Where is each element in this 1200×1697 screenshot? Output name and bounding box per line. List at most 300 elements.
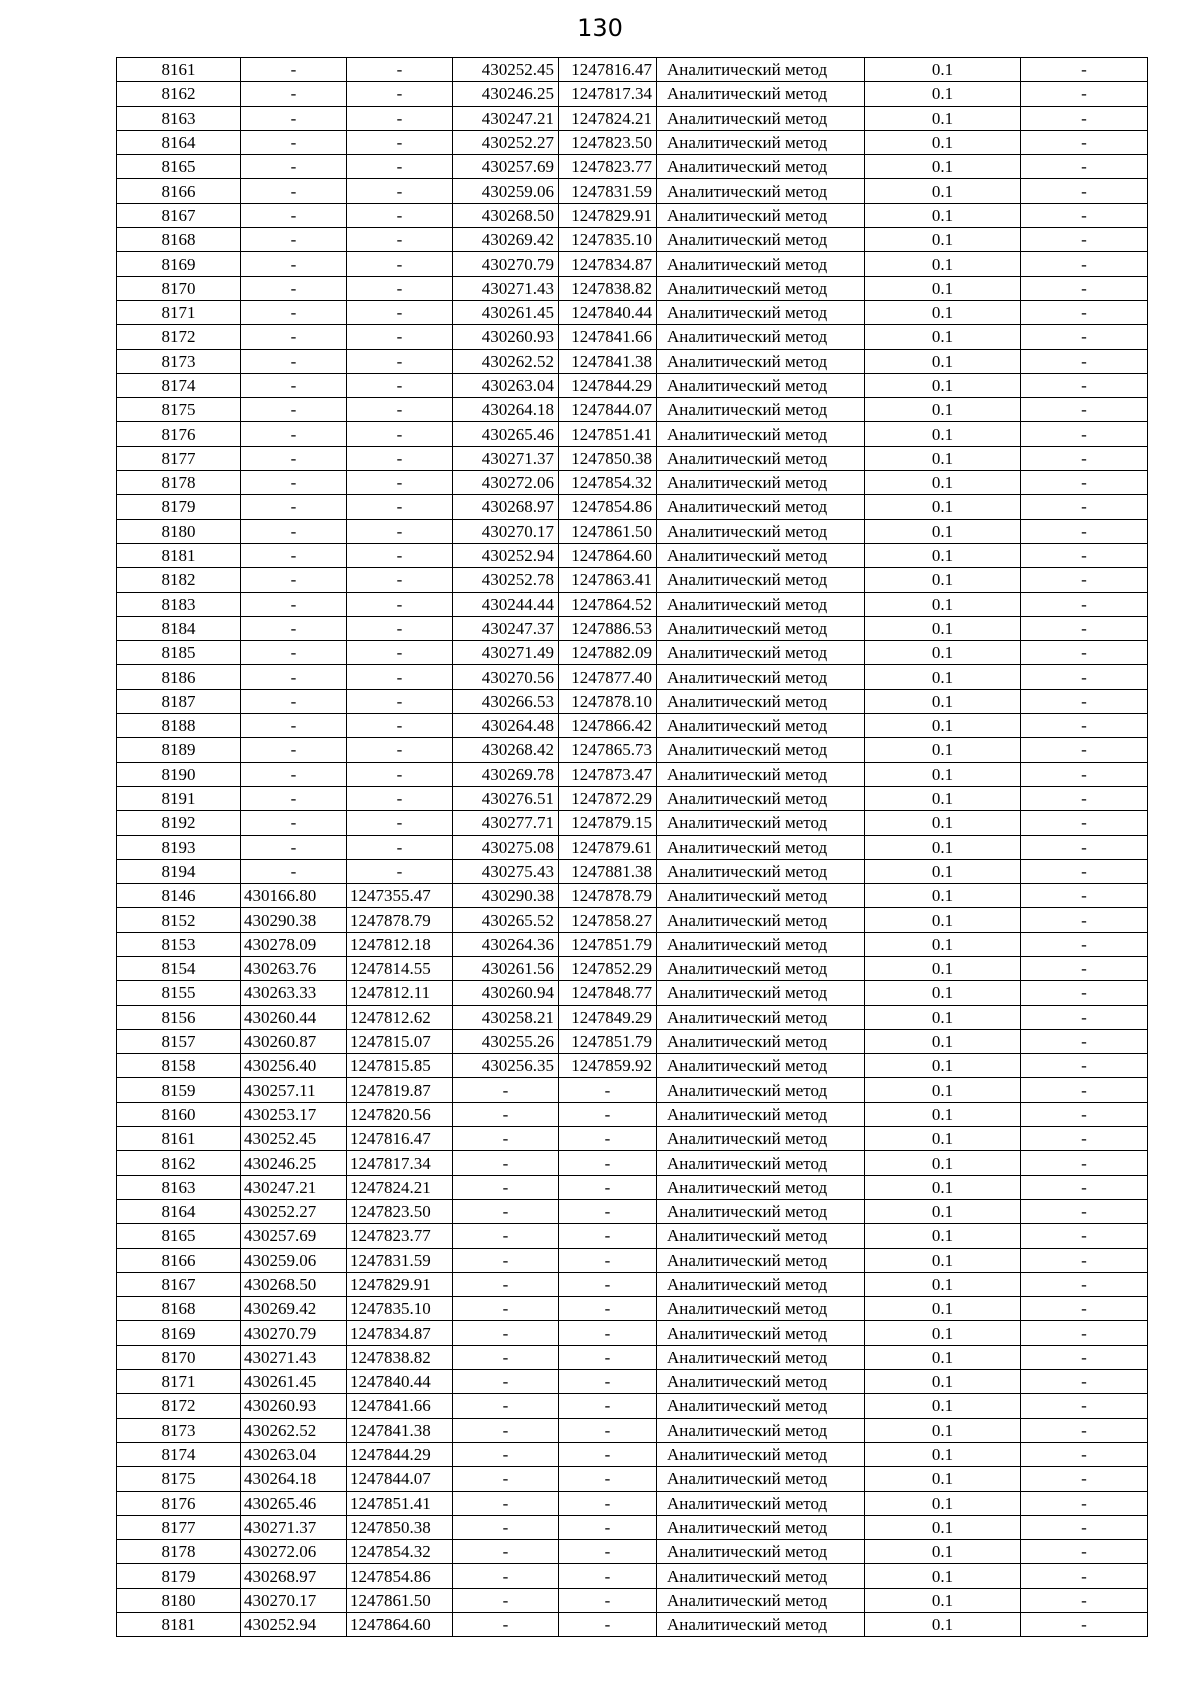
cell-x-start: 430253.17 xyxy=(241,1102,347,1126)
cell-method: Аналитический метод xyxy=(657,471,865,495)
cell-y-end: 1247854.86 xyxy=(559,495,657,519)
cell-y-end: 1247866.42 xyxy=(559,714,657,738)
cell-y-start: 1247816.47 xyxy=(347,1127,453,1151)
cell-note: - xyxy=(1021,1078,1148,1102)
cell-point-id: 8171 xyxy=(117,1370,241,1394)
cell-accuracy: 0.1 xyxy=(865,228,1021,252)
cell-point-id: 8183 xyxy=(117,592,241,616)
cell-point-id: 8157 xyxy=(117,1029,241,1053)
cell-point-id: 8181 xyxy=(117,543,241,567)
table-row xyxy=(117,1078,1148,1102)
cell-accuracy: 0.1 xyxy=(865,1151,1021,1175)
cell-y-end: - xyxy=(559,1515,657,1539)
cell-x-end: - xyxy=(453,1491,559,1515)
cell-method: Аналитический метод xyxy=(657,932,865,956)
cell-note: - xyxy=(1021,1297,1148,1321)
cell-accuracy: 0.1 xyxy=(865,1394,1021,1418)
cell-y-end: 1247841.38 xyxy=(559,349,657,373)
cell-x-end: - xyxy=(453,1467,559,1491)
cell-accuracy: 0.1 xyxy=(865,859,1021,883)
cell-x-start: 430256.40 xyxy=(241,1054,347,1078)
cell-accuracy: 0.1 xyxy=(865,422,1021,446)
cell-x-end: 430268.42 xyxy=(453,738,559,762)
cell-x-start: - xyxy=(241,349,347,373)
table-row xyxy=(117,616,1148,640)
cell-note: - xyxy=(1021,398,1148,422)
cell-point-id: 8187 xyxy=(117,689,241,713)
cell-method: Аналитический метод xyxy=(657,203,865,227)
cell-y-start: - xyxy=(347,373,453,397)
cell-accuracy: 0.1 xyxy=(865,738,1021,762)
cell-note: - xyxy=(1021,1248,1148,1272)
cell-x-end: 430268.50 xyxy=(453,203,559,227)
table-row xyxy=(117,446,1148,470)
table-row xyxy=(117,373,1148,397)
table-row xyxy=(117,714,1148,738)
cell-y-end: 1247864.52 xyxy=(559,592,657,616)
cell-x-start: - xyxy=(241,665,347,689)
cell-note: - xyxy=(1021,1418,1148,1442)
cell-method: Аналитический метод xyxy=(657,1297,865,1321)
cell-y-end: 1247881.38 xyxy=(559,859,657,883)
cell-x-end: 430262.52 xyxy=(453,349,559,373)
cell-x-start: 430265.46 xyxy=(241,1491,347,1515)
table-row xyxy=(117,1613,1148,1637)
cell-method: Аналитический метод xyxy=(657,106,865,130)
cell-x-end: - xyxy=(453,1418,559,1442)
cell-x-end: 430261.45 xyxy=(453,300,559,324)
cell-y-start: 1247812.62 xyxy=(347,1005,453,1029)
table-row xyxy=(117,762,1148,786)
table-row xyxy=(117,300,1148,324)
cell-x-start: 430278.09 xyxy=(241,932,347,956)
cell-x-start: - xyxy=(241,616,347,640)
cell-x-start: - xyxy=(241,422,347,446)
cell-x-start: - xyxy=(241,738,347,762)
table-row xyxy=(117,1564,1148,1588)
cell-note: - xyxy=(1021,738,1148,762)
table-row xyxy=(117,1224,1148,1248)
cell-note: - xyxy=(1021,1564,1148,1588)
cell-x-start: - xyxy=(241,203,347,227)
table-row xyxy=(117,1467,1148,1491)
cell-y-start: - xyxy=(347,811,453,835)
cell-y-end: - xyxy=(559,1297,657,1321)
cell-x-start: - xyxy=(241,471,347,495)
cell-method: Аналитический метод xyxy=(657,349,865,373)
cell-method: Аналитический метод xyxy=(657,1078,865,1102)
cell-method: Аналитический метод xyxy=(657,325,865,349)
cell-method: Аналитический метод xyxy=(657,1418,865,1442)
cell-x-end: 430264.48 xyxy=(453,714,559,738)
cell-x-start: - xyxy=(241,300,347,324)
cell-y-end: 1247849.29 xyxy=(559,1005,657,1029)
cell-note: - xyxy=(1021,1588,1148,1612)
cell-x-start: 430269.42 xyxy=(241,1297,347,1321)
cell-note: - xyxy=(1021,641,1148,665)
cell-y-end: 1247834.87 xyxy=(559,252,657,276)
cell-method: Аналитический метод xyxy=(657,762,865,786)
cell-note: - xyxy=(1021,616,1148,640)
table-row xyxy=(117,398,1148,422)
cell-y-end: 1247879.61 xyxy=(559,835,657,859)
cell-x-start: 430270.17 xyxy=(241,1588,347,1612)
cell-note: - xyxy=(1021,252,1148,276)
cell-x-end: 430270.17 xyxy=(453,519,559,543)
cell-y-start: - xyxy=(347,349,453,373)
cell-x-start: - xyxy=(241,228,347,252)
cell-note: - xyxy=(1021,665,1148,689)
cell-point-id: 8146 xyxy=(117,884,241,908)
table-row xyxy=(117,1394,1148,1418)
cell-x-end: 430257.69 xyxy=(453,155,559,179)
cell-point-id: 8169 xyxy=(117,252,241,276)
cell-method: Аналитический метод xyxy=(657,1224,865,1248)
cell-x-end: 430264.18 xyxy=(453,398,559,422)
cell-method: Аналитический метод xyxy=(657,1199,865,1223)
cell-note: - xyxy=(1021,714,1148,738)
table-row xyxy=(117,276,1148,300)
cell-x-end: 430271.43 xyxy=(453,276,559,300)
cell-method: Аналитический метод xyxy=(657,1442,865,1466)
cell-point-id: 8176 xyxy=(117,422,241,446)
cell-point-id: 8179 xyxy=(117,495,241,519)
cell-accuracy: 0.1 xyxy=(865,1491,1021,1515)
cell-accuracy: 0.1 xyxy=(865,835,1021,859)
cell-x-end: 430247.21 xyxy=(453,106,559,130)
cell-x-end: 430263.04 xyxy=(453,373,559,397)
cell-point-id: 8168 xyxy=(117,228,241,252)
cell-note: - xyxy=(1021,1491,1148,1515)
cell-y-start: - xyxy=(347,665,453,689)
cell-y-end: - xyxy=(559,1540,657,1564)
cell-method: Аналитический метод xyxy=(657,519,865,543)
table-row xyxy=(117,1151,1148,1175)
cell-y-start: 1247815.07 xyxy=(347,1029,453,1053)
cell-x-end: 430255.26 xyxy=(453,1029,559,1053)
table-row xyxy=(117,932,1148,956)
cell-accuracy: 0.1 xyxy=(865,1297,1021,1321)
cell-y-end: 1247840.44 xyxy=(559,300,657,324)
cell-note: - xyxy=(1021,543,1148,567)
cell-method: Аналитический метод xyxy=(657,1564,865,1588)
cell-x-start: - xyxy=(241,58,347,82)
cell-note: - xyxy=(1021,58,1148,82)
cell-note: - xyxy=(1021,471,1148,495)
cell-point-id: 8161 xyxy=(117,1127,241,1151)
cell-x-start: 430260.44 xyxy=(241,1005,347,1029)
cell-x-end: - xyxy=(453,1078,559,1102)
cell-x-start: - xyxy=(241,106,347,130)
cell-y-end: 1247831.59 xyxy=(559,179,657,203)
cell-point-id: 8189 xyxy=(117,738,241,762)
cell-x-end: - xyxy=(453,1151,559,1175)
cell-note: - xyxy=(1021,1540,1148,1564)
cell-y-end: - xyxy=(559,1127,657,1151)
table-body xyxy=(117,58,1148,1637)
cell-x-start: 430290.38 xyxy=(241,908,347,932)
cell-y-start: - xyxy=(347,568,453,592)
cell-y-start: - xyxy=(347,786,453,810)
cell-method: Аналитический метод xyxy=(657,422,865,446)
cell-point-id: 8177 xyxy=(117,446,241,470)
cell-y-end: - xyxy=(559,1151,657,1175)
cell-point-id: 8163 xyxy=(117,106,241,130)
cell-method: Аналитический метод xyxy=(657,665,865,689)
cell-method: Аналитический метод xyxy=(657,179,865,203)
cell-y-start: - xyxy=(347,130,453,154)
cell-x-end: 430275.43 xyxy=(453,859,559,883)
cell-accuracy: 0.1 xyxy=(865,1127,1021,1151)
cell-point-id: 8167 xyxy=(117,1272,241,1296)
cell-y-end: 1247851.79 xyxy=(559,932,657,956)
cell-accuracy: 0.1 xyxy=(865,446,1021,470)
cell-y-start: - xyxy=(347,689,453,713)
cell-y-start: 1247823.77 xyxy=(347,1224,453,1248)
cell-y-end: 1247848.77 xyxy=(559,981,657,1005)
cell-method: Аналитический метод xyxy=(657,82,865,106)
table-row xyxy=(117,1102,1148,1126)
cell-point-id: 8166 xyxy=(117,1248,241,1272)
cell-x-end: 430266.53 xyxy=(453,689,559,713)
cell-method: Аналитический метод xyxy=(657,568,865,592)
cell-accuracy: 0.1 xyxy=(865,179,1021,203)
cell-y-end: - xyxy=(559,1102,657,1126)
cell-x-end: 430259.06 xyxy=(453,179,559,203)
cell-y-end: - xyxy=(559,1491,657,1515)
cell-method: Аналитический метод xyxy=(657,714,865,738)
cell-x-start: 430166.80 xyxy=(241,884,347,908)
cell-x-start: 430260.87 xyxy=(241,1029,347,1053)
cell-note: - xyxy=(1021,689,1148,713)
cell-y-end: 1247879.15 xyxy=(559,811,657,835)
cell-x-end: - xyxy=(453,1175,559,1199)
cell-note: - xyxy=(1021,1515,1148,1539)
cell-note: - xyxy=(1021,179,1148,203)
cell-accuracy: 0.1 xyxy=(865,373,1021,397)
cell-note: - xyxy=(1021,1005,1148,1029)
cell-accuracy: 0.1 xyxy=(865,1054,1021,1078)
cell-accuracy: 0.1 xyxy=(865,568,1021,592)
cell-x-start: - xyxy=(241,446,347,470)
cell-x-start: 430252.94 xyxy=(241,1613,347,1637)
cell-x-end: - xyxy=(453,1345,559,1369)
cell-x-start: 430272.06 xyxy=(241,1540,347,1564)
cell-y-start: 1247864.60 xyxy=(347,1613,453,1637)
cell-accuracy: 0.1 xyxy=(865,58,1021,82)
cell-point-id: 8160 xyxy=(117,1102,241,1126)
cell-y-start: - xyxy=(347,519,453,543)
cell-x-start: - xyxy=(241,130,347,154)
cell-accuracy: 0.1 xyxy=(865,1564,1021,1588)
cell-y-end: 1247886.53 xyxy=(559,616,657,640)
cell-x-start: 430257.11 xyxy=(241,1078,347,1102)
cell-y-start: - xyxy=(347,155,453,179)
cell-x-end: - xyxy=(453,1515,559,1539)
table-row xyxy=(117,1054,1148,1078)
cell-method: Аналитический метод xyxy=(657,1005,865,1029)
cell-method: Аналитический метод xyxy=(657,1248,865,1272)
cell-y-start: - xyxy=(347,471,453,495)
cell-note: - xyxy=(1021,373,1148,397)
cell-note: - xyxy=(1021,592,1148,616)
cell-y-end: 1247852.29 xyxy=(559,956,657,980)
cell-accuracy: 0.1 xyxy=(865,130,1021,154)
cell-x-end: 430247.37 xyxy=(453,616,559,640)
cell-method: Аналитический метод xyxy=(657,1321,865,1345)
cell-x-end: 430252.78 xyxy=(453,568,559,592)
cell-x-start: - xyxy=(241,568,347,592)
cell-note: - xyxy=(1021,835,1148,859)
table-row xyxy=(117,1540,1148,1564)
cell-method: Аналитический метод xyxy=(657,884,865,908)
cell-method: Аналитический метод xyxy=(657,835,865,859)
cell-accuracy: 0.1 xyxy=(865,519,1021,543)
cell-method: Аналитический метод xyxy=(657,1151,865,1175)
table-row xyxy=(117,543,1148,567)
cell-x-end: - xyxy=(453,1127,559,1151)
cell-point-id: 8166 xyxy=(117,179,241,203)
cell-method: Аналитический метод xyxy=(657,300,865,324)
cell-note: - xyxy=(1021,495,1148,519)
cell-x-start: 430261.45 xyxy=(241,1370,347,1394)
cell-point-id: 8190 xyxy=(117,762,241,786)
cell-accuracy: 0.1 xyxy=(865,82,1021,106)
cell-x-start: - xyxy=(241,811,347,835)
cell-x-start: 430263.33 xyxy=(241,981,347,1005)
table-row xyxy=(117,130,1148,154)
cell-note: - xyxy=(1021,1199,1148,1223)
cell-x-end: - xyxy=(453,1199,559,1223)
cell-accuracy: 0.1 xyxy=(865,981,1021,1005)
cell-point-id: 8194 xyxy=(117,859,241,883)
cell-y-end: 1247816.47 xyxy=(559,58,657,82)
cell-y-start: 1247829.91 xyxy=(347,1272,453,1296)
cell-y-start: - xyxy=(347,714,453,738)
cell-accuracy: 0.1 xyxy=(865,1199,1021,1223)
cell-note: - xyxy=(1021,1029,1148,1053)
table-row xyxy=(117,1272,1148,1296)
cell-note: - xyxy=(1021,82,1148,106)
cell-point-id: 8174 xyxy=(117,1442,241,1466)
cell-x-end: 430271.49 xyxy=(453,641,559,665)
table-row xyxy=(117,228,1148,252)
table-row xyxy=(117,859,1148,883)
cell-point-id: 8173 xyxy=(117,349,241,373)
cell-y-end: - xyxy=(559,1370,657,1394)
cell-x-end: - xyxy=(453,1297,559,1321)
cell-point-id: 8176 xyxy=(117,1491,241,1515)
cell-accuracy: 0.1 xyxy=(865,276,1021,300)
table-row xyxy=(117,1370,1148,1394)
cell-accuracy: 0.1 xyxy=(865,300,1021,324)
cell-y-start: 1247854.86 xyxy=(347,1564,453,1588)
cell-x-start: 430268.97 xyxy=(241,1564,347,1588)
cell-note: - xyxy=(1021,1394,1148,1418)
table-row xyxy=(117,981,1148,1005)
cell-note: - xyxy=(1021,568,1148,592)
cell-x-end: 430269.42 xyxy=(453,228,559,252)
table-row xyxy=(117,1491,1148,1515)
cell-method: Аналитический метод xyxy=(657,495,865,519)
cell-y-start: - xyxy=(347,228,453,252)
cell-x-start: 430262.52 xyxy=(241,1418,347,1442)
cell-y-end: 1247873.47 xyxy=(559,762,657,786)
cell-x-start: - xyxy=(241,519,347,543)
cell-point-id: 8158 xyxy=(117,1054,241,1078)
cell-accuracy: 0.1 xyxy=(865,786,1021,810)
cell-y-start: - xyxy=(347,495,453,519)
cell-y-start: 1247823.50 xyxy=(347,1199,453,1223)
cell-point-id: 8188 xyxy=(117,714,241,738)
cell-method: Аналитический метод xyxy=(657,1102,865,1126)
cell-accuracy: 0.1 xyxy=(865,203,1021,227)
cell-y-end: - xyxy=(559,1175,657,1199)
cell-method: Аналитический метод xyxy=(657,398,865,422)
cell-y-start: - xyxy=(347,592,453,616)
cell-point-id: 8172 xyxy=(117,1394,241,1418)
cell-method: Аналитический метод xyxy=(657,908,865,932)
cell-y-start: - xyxy=(347,398,453,422)
cell-y-start: - xyxy=(347,82,453,106)
cell-x-start: - xyxy=(241,252,347,276)
cell-x-start: - xyxy=(241,82,347,106)
cell-note: - xyxy=(1021,859,1148,883)
cell-accuracy: 0.1 xyxy=(865,155,1021,179)
cell-x-start: - xyxy=(241,641,347,665)
cell-note: - xyxy=(1021,106,1148,130)
cell-method: Аналитический метод xyxy=(657,1588,865,1612)
cell-accuracy: 0.1 xyxy=(865,1224,1021,1248)
cell-accuracy: 0.1 xyxy=(865,1345,1021,1369)
cell-y-start: 1247835.10 xyxy=(347,1297,453,1321)
cell-point-id: 8171 xyxy=(117,300,241,324)
cell-y-end: 1247877.40 xyxy=(559,665,657,689)
table-row xyxy=(117,641,1148,665)
cell-method: Аналитический метод xyxy=(657,811,865,835)
cell-x-end: 430268.97 xyxy=(453,495,559,519)
cell-y-end: - xyxy=(559,1199,657,1223)
cell-y-end: - xyxy=(559,1442,657,1466)
cell-x-start: 430264.18 xyxy=(241,1467,347,1491)
cell-note: - xyxy=(1021,446,1148,470)
cell-note: - xyxy=(1021,325,1148,349)
cell-x-end: 430261.56 xyxy=(453,956,559,980)
cell-point-id: 8165 xyxy=(117,155,241,179)
cell-x-end: 430265.46 xyxy=(453,422,559,446)
cell-y-start: - xyxy=(347,446,453,470)
cell-point-id: 8193 xyxy=(117,835,241,859)
cell-x-end: - xyxy=(453,1272,559,1296)
cell-method: Аналитический метод xyxy=(657,1054,865,1078)
table-row xyxy=(117,1029,1148,1053)
cell-y-start: 1247824.21 xyxy=(347,1175,453,1199)
cell-y-start: 1247844.07 xyxy=(347,1467,453,1491)
cell-accuracy: 0.1 xyxy=(865,1613,1021,1637)
cell-y-start: 1247815.85 xyxy=(347,1054,453,1078)
table-row xyxy=(117,1515,1148,1539)
cell-x-start: 430271.43 xyxy=(241,1345,347,1369)
cell-accuracy: 0.1 xyxy=(865,1588,1021,1612)
cell-point-id: 8168 xyxy=(117,1297,241,1321)
cell-note: - xyxy=(1021,811,1148,835)
cell-note: - xyxy=(1021,276,1148,300)
cell-x-end: 430264.36 xyxy=(453,932,559,956)
cell-point-id: 8162 xyxy=(117,1151,241,1175)
cell-point-id: 8174 xyxy=(117,373,241,397)
cell-x-start: 430268.50 xyxy=(241,1272,347,1296)
cell-accuracy: 0.1 xyxy=(865,325,1021,349)
